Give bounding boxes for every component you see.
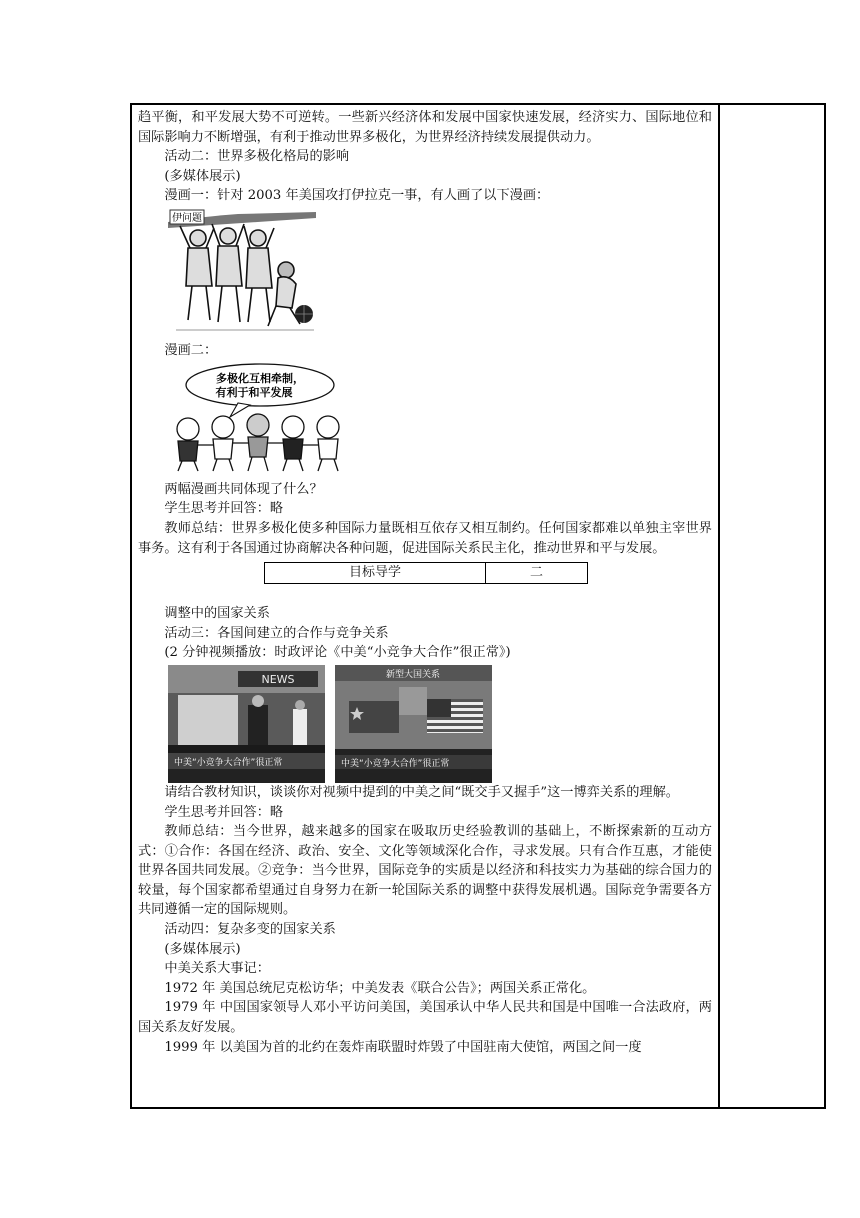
paragraph: 学生思考并回答：略 xyxy=(164,804,284,820)
timeline-entry: 1972 年 美国总统尼克松访华；中美发表《联合公告》；两国关系正常化。 xyxy=(164,980,596,996)
section-heading: 调整中的国家关系 xyxy=(164,606,270,622)
flags-video-icon xyxy=(335,665,492,783)
basketball-cartoon-icon xyxy=(168,208,316,334)
activity-heading: 活动四：复杂多变的国家关系 xyxy=(164,922,336,938)
paragraph: 教师总结：世界多极化使多种国际力量既相互依存又相互制约。任何国家都难以单独主宰世界事务。这有利于各国通过协商解决各种问题，促进国际关系民主化，推动世界和平与发展。 xyxy=(138,520,712,556)
paragraph: 趋平衡，和平发展大势不可逆转。一些新兴经济体和发展中国家快速发展，经济实力、国际地位和国际影响力不断增强，有利于推动世界多极化，为世界经济持续发展提供动力。 xyxy=(138,110,712,145)
holding-hands-cartoon-icon xyxy=(168,361,353,473)
paragraph: 学生思考并回答：略 xyxy=(164,501,284,517)
svg-text:新型大国关系: 新型大国关系 xyxy=(385,669,441,680)
paragraph: 漫画一：针对 2003 年美国攻打伊拉克一事，有人画了以下漫画： xyxy=(164,188,550,204)
paragraph: (多媒体展示) xyxy=(164,168,241,184)
lesson-content xyxy=(138,108,712,1057)
svg-text:中美“小竞争大合作”很正常: 中美“小竞争大合作”很正常 xyxy=(341,758,450,769)
paragraph: 请结合教材知识，谈谈你对视频中提到的中美之间“既交手又握手”这一博弈关系的理解。 xyxy=(164,784,679,800)
goal-table xyxy=(264,562,588,584)
column-divider xyxy=(718,105,720,1107)
svg-text:多极化互相牵制，: 多极化互相牵制， xyxy=(216,372,304,386)
activity-heading: 活动三：各国间建立的合作与竞争关系 xyxy=(164,625,389,641)
goal-value: 二 xyxy=(529,565,543,581)
video-screenshots xyxy=(168,665,712,783)
cartoon-one-image xyxy=(168,206,712,341)
svg-text:NEWS: NEWS xyxy=(261,672,295,686)
paragraph: 中美关系大事记： xyxy=(164,961,270,977)
timeline-entry: 1979 年 中国国家领导人邓小平访问美国，美国承认中华人民共和国是中国唯一合法政府，两国关系友好发展。 xyxy=(138,1000,712,1036)
svg-text:有利于和平发展: 有利于和平发展 xyxy=(215,386,293,400)
news-studio-video-icon xyxy=(168,665,325,783)
paragraph: (2 分钟视频播放：时政评论《中美“小竞争大合作”很正常》) xyxy=(164,645,511,661)
goal-label: 目标导学 xyxy=(265,563,486,583)
svg-text:伊问题: 伊问题 xyxy=(172,212,202,224)
paragraph: 两幅漫画共同体现了什么？ xyxy=(164,481,323,497)
cartoon-two-image xyxy=(168,360,712,480)
lesson-table xyxy=(130,103,826,1109)
svg-text:中美“小竞争大合作”很正常: 中美“小竞争大合作”很正常 xyxy=(174,757,283,768)
timeline-entry: 1999 年 以美国为首的北约在轰炸南联盟时炸毁了中国驻南大使馆，两国之间一度 xyxy=(164,1039,642,1055)
paragraph: 教师总结：当今世界，越来越多的国家在吸取历史经验教训的基础上，不断探索新的互动方式：①合作：各国在经济、政治、安全、文化等领域深化合作，寻求发展。只有合作互惠，才能使世界各国共同发展。②竞争：当今世界，国际竞争的实质是以经济和科技实力为基础的综合国力的较量，每个国家都希望通过自身努力在新一轮国际关系的调整中获得发展机遇。国际竞争需要各方共同遵循一定的国际规则。 xyxy=(138,824,712,918)
paragraph: 漫画二： xyxy=(164,342,218,358)
paragraph: (多媒体展示) xyxy=(164,941,241,957)
activity-heading: 活动二：世界多极化格局的影响 xyxy=(164,149,350,165)
